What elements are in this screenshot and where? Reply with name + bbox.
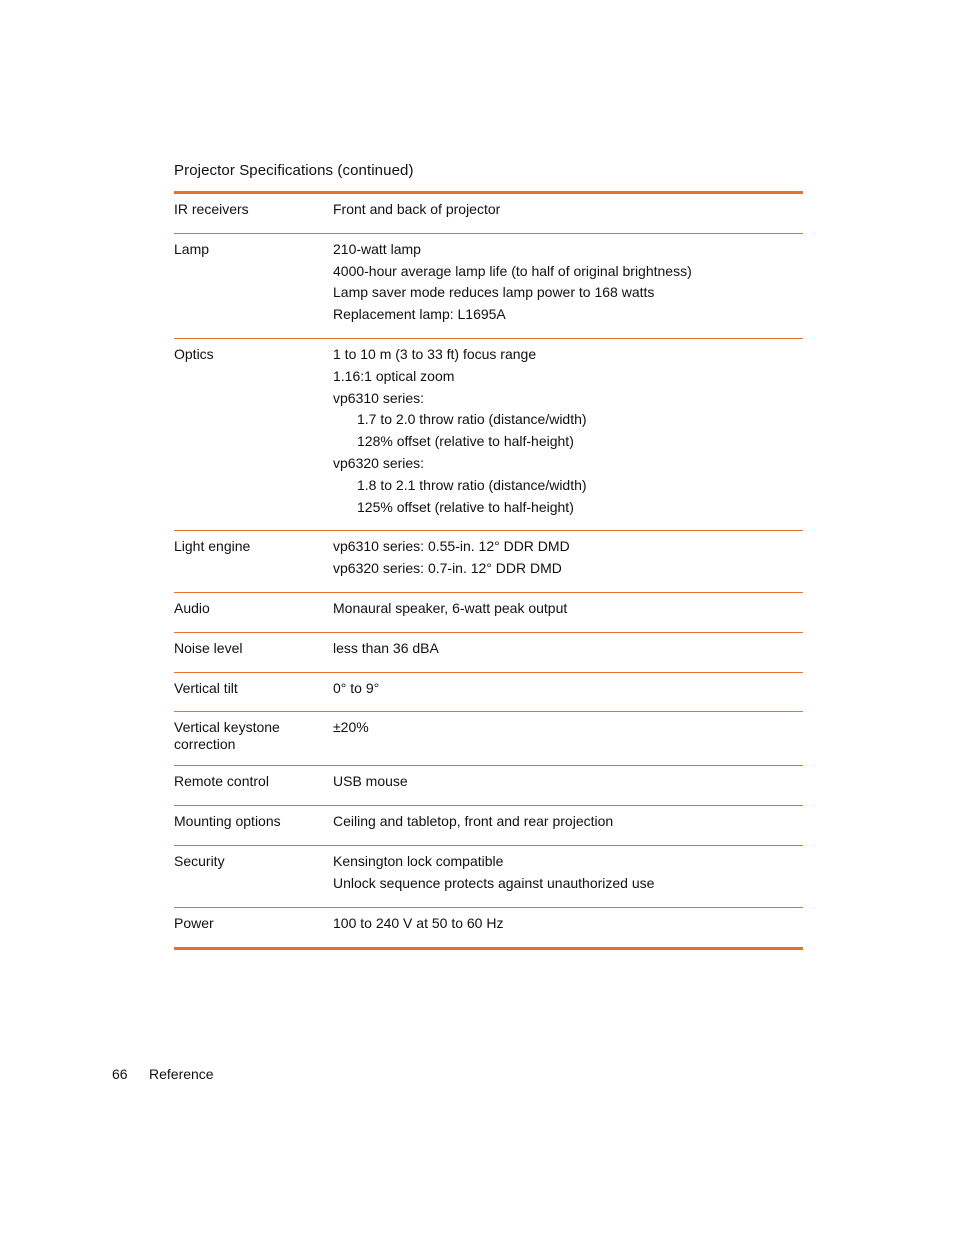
row-value: 210-watt lamp <box>333 240 421 257</box>
row-values <box>333 536 803 580</box>
row-value: 1.8 to 2.1 throw ratio (distance/width) <box>357 476 587 493</box>
row-label: Optics <box>174 345 214 362</box>
row-value: 1.16:1 optical zoom <box>333 367 455 384</box>
row-value: Unlock sequence protects against unauthorized use <box>333 874 655 891</box>
table-caption: Projector Specifications (continued) <box>174 162 414 179</box>
row-value: 4000-hour average lamp life (to half of original brightness) <box>333 262 692 279</box>
row-value: less than 36 dBA <box>333 639 439 656</box>
table-row <box>174 765 803 805</box>
row-value: Ceiling and tabletop, front and rear projection <box>333 813 614 830</box>
row-value: 1 to 10 m (3 to 33 ft) focus range <box>333 345 537 362</box>
row-value: 100 to 240 V at 50 to 60 Hz <box>333 914 504 931</box>
section-name: Reference <box>149 1066 214 1082</box>
row-values <box>333 771 803 793</box>
row-values <box>333 598 803 620</box>
row-label: Power <box>174 914 214 931</box>
spec-table <box>174 191 803 950</box>
row-label: Vertical tilt <box>174 679 238 696</box>
row-value: vp6320 series: 0.7-in. 12° DDR DMD <box>333 560 562 577</box>
row-value: vp6310 series: <box>333 389 425 406</box>
row-label: Lamp <box>174 240 210 257</box>
row-label: Audio <box>174 599 210 616</box>
table-row <box>174 194 803 233</box>
row-label: Security <box>174 852 225 869</box>
table-row <box>174 530 803 592</box>
row-label: Vertical keystone correction <box>174 719 280 753</box>
row-value: 0° to 9° <box>333 679 380 696</box>
row-label: Light engine <box>174 538 251 555</box>
row-values <box>333 344 803 518</box>
row-label: Noise level <box>174 639 243 656</box>
table-row <box>174 845 803 907</box>
row-values <box>333 913 803 935</box>
row-value: USB mouse <box>333 773 408 790</box>
row-values <box>333 199 803 221</box>
row-label: Mounting options <box>174 813 281 830</box>
row-value: Kensington lock compatible <box>333 852 504 869</box>
row-values <box>333 717 803 753</box>
table-row <box>174 805 803 845</box>
row-value: 128% offset (relative to half-height) <box>357 433 574 450</box>
table-row <box>174 338 803 530</box>
row-label: Remote control <box>174 773 269 790</box>
table-row <box>174 592 803 632</box>
row-values <box>333 239 803 326</box>
row-value: Lamp saver mode reduces lamp power to 168 watts <box>333 284 655 301</box>
table-row <box>174 672 803 712</box>
row-value: vp6310 series: 0.55-in. 12° DDR DMD <box>333 538 570 555</box>
table-row <box>174 632 803 672</box>
row-value: Monaural speaker, 6-watt peak output <box>333 599 568 616</box>
row-value: vp6320 series: <box>333 454 425 471</box>
row-values <box>333 678 803 700</box>
row-value: Front and back of projector <box>333 201 501 217</box>
row-value: Replacement lamp: L1695A <box>333 306 506 323</box>
table-row <box>174 907 803 948</box>
row-label: IR receivers <box>174 201 249 217</box>
row-values <box>333 811 803 833</box>
row-value: 1.7 to 2.0 throw ratio (distance/width) <box>357 411 587 428</box>
table-row <box>174 711 803 765</box>
table-row <box>174 233 803 338</box>
row-value: 125% offset (relative to half-height) <box>357 498 574 515</box>
row-values <box>333 851 803 895</box>
row-value: ±20% <box>333 719 369 736</box>
page-number: 66 <box>112 1066 128 1082</box>
row-values <box>333 638 803 660</box>
page-footer <box>112 1066 214 1082</box>
